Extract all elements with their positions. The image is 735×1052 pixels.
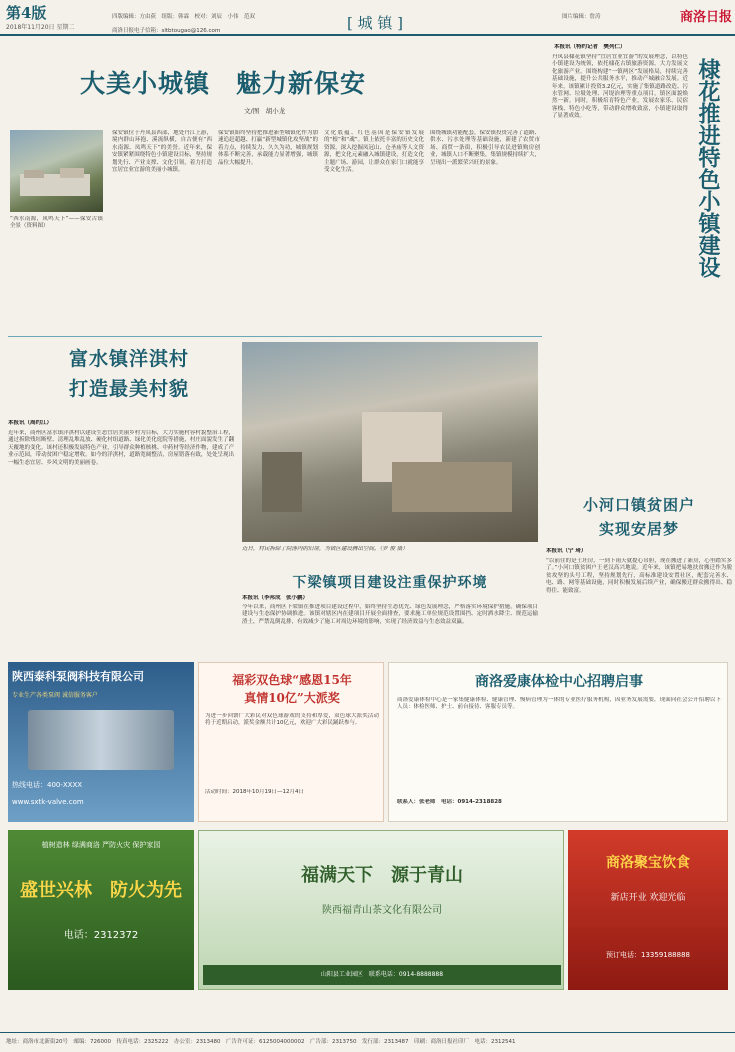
lead-article bbox=[8, 60, 542, 330]
feature-article bbox=[540, 44, 732, 484]
village-article bbox=[8, 340, 236, 640]
demolition-caption: 近日，村民拆除了院落内的旧房，为镇区建设腾出空间。（罗 俊 摄） bbox=[242, 546, 408, 552]
demolition-title: 下梁镇项目建设注重保护环境 bbox=[292, 575, 488, 591]
issue-date: 2018年11月20日 星期二 bbox=[6, 24, 75, 31]
village-byline: 本报讯（周约江） bbox=[8, 420, 53, 426]
forestry-sub: 植树造林 绿满商洛 严防火灾 保护家园 bbox=[41, 841, 161, 849]
lead-col-3: 文化底蕴、红色基因是保安镇发展的“根”和“魂”。镇上依托丰富的历史文化资源，深入挖掘凤冠山、仓圣庙等人文资源，把文化元素融入城镇建设，打造文化主题广场、游园，让群众在家门口就能享受文化生活。 bbox=[324, 130, 424, 174]
lottery-body: 为进一步回馈广大彩民对双色球游戏的支持和厚爱，双色球大派奖活动将于近期启动，派奖金额共计10亿元，欢迎广大彩民踊跃参与。 bbox=[205, 713, 379, 727]
footer-rule bbox=[0, 1032, 735, 1033]
hospital-contact: 联系人：张老师 电话：0914-2318828 bbox=[397, 799, 502, 805]
taike-title: 陕西泰科泵阀科技有限公司 bbox=[12, 670, 144, 683]
demolition-body: 今年以来，商州区下梁镇在推进项目建设过程中，始终坚持生态优先、绿色发展理念，严格落实环境保护措施，确保项目建设与生态保护协调推进。该镇对辖区内在建项目开展全面排查，要求施工单位规范设置围挡、定时洒水降尘、规范运输渣土，严禁乱倒乱排，有效减少了施工对周边环境的影响，实现了经济效益与生态效益双赢。 bbox=[242, 604, 538, 625]
email-line: 商洛日报电子信箱：sltbtougao@126.com bbox=[112, 28, 221, 34]
feature-byline: 本报讯（特约记者 樊列仁） bbox=[554, 44, 626, 50]
resettlement-title-1: 小河口镇贫困户 bbox=[582, 496, 695, 514]
lead-col-1: 保安镇位于丹凤县西部，地处丹江上游，境内群山环抱、溪流纵横，自古便有“西水南源、凤鸣天下”的美誉。近年来，保安镇紧紧围绕特色小镇建设目标，坚持规划先行、产业支撑、文化引领，着力打造宜居宜业宜游的美丽小城镇。 bbox=[112, 130, 212, 174]
forestry-title: 盛世兴林 防火为先 bbox=[20, 880, 182, 901]
lead-col-4: 围绕城镇功能配套，保安镇投资完善了道路、供水、污水处理等基础设施，新建了农贸市场、商贸一条街，积极引导农民进镇购房创业，城镇人口不断聚集，集镇规模持续扩大，呈现出一派繁荣兴旺的景象。 bbox=[430, 130, 540, 166]
feature-vertical-title: 棣花推进特色小镇建设 bbox=[695, 58, 721, 278]
demolition-byline: 本报讯（李邦成 张小鹏） bbox=[242, 595, 309, 601]
restaurant-title: 商洛聚宝饮食 bbox=[606, 855, 690, 871]
lead-title: 大美小城镇 魅力新保安 bbox=[80, 69, 367, 98]
demolition-photo bbox=[242, 342, 538, 542]
ad-hospital bbox=[388, 662, 728, 822]
resettlement-body: “以前住的是土坯房，一到下雨天就提心吊胆，现在搬进了新房，心里踏实多了。”小河口镇贫困户王老汉高兴地说。近年来，该镇把易地扶贫搬迁作为脱贫攻坚的头号工程，坚持规划先行，高标准建设安置社区，配套完善水、电、路、网等基础设施，同时积极发展后续产业，确保搬迁群众搬得出、稳得住、能致富。 bbox=[546, 558, 732, 594]
resettlement-article bbox=[546, 488, 732, 672]
lottery-title-2: 真情10亿”大派奖 bbox=[244, 691, 340, 705]
tea-title: 福满天下 源于青山 bbox=[301, 865, 463, 886]
village-title-2: 打造最美村貌 bbox=[68, 378, 189, 400]
photo-editor: 图片编辑：詹涛 bbox=[562, 14, 601, 20]
section-title: [ 城 镇 ] bbox=[346, 14, 403, 32]
taike-sub: 专业生产各类泵阀 诚信服务客户 bbox=[12, 692, 98, 699]
tea-addr: 山阳县工业园区 联系电话：0914-8888888 bbox=[203, 965, 561, 985]
town-photo bbox=[10, 130, 103, 212]
lead-col-2: 保安镇始终坚持把推进新型城镇化作为加速追赶超越、打赢“新型城镇化攻坚战”的着力点，持续发力、久久为功，城镇规划体系不断完善，承载能力显著增强，城镇品位大幅提升。 bbox=[218, 130, 318, 166]
forestry-tel: 电话：2312372 bbox=[63, 930, 139, 941]
editors-line: 四版编辑：方由荻 组版：韩霖 校对：刘辰 小伟 范双 bbox=[112, 14, 256, 20]
ad-taike bbox=[8, 662, 194, 822]
taike-product-image bbox=[28, 710, 174, 770]
masthead-rule bbox=[0, 34, 735, 36]
resettlement-byline: 本报讯（宁 琦） bbox=[546, 548, 587, 554]
tea-sub: 陕西福青山茶文化有限公司 bbox=[322, 905, 442, 916]
restaurant-sub: 新店开业 欢迎光临 bbox=[610, 893, 686, 903]
taike-hotline: 热线电话：400-XXXX bbox=[12, 781, 83, 789]
hospital-title: 商洛爱康体检中心招聘启事 bbox=[475, 674, 643, 690]
lottery-title-1: 福彩双色球“感恩15年 bbox=[232, 673, 352, 687]
photo-caption: “西水南源，凤鸣天下”——保安古镇全景（资料图） bbox=[10, 216, 103, 230]
village-body: 近年来，商州区富水镇洋淇村以建设生态宜居美丽乡村为目标，大力实施村容村貌整治工程，通过拆除残垣断壁、清理乱堆乱放、硬化村组道路、绿化美化庭院等措施，村庄面貌发生了翻天覆地的变化。该村还积极发展特色产业，引导群众种植核桃、中药材等经济作物，建成了产业示范园，带动贫困户稳定增收。如今的洋淇村，道路宽阔整洁，房屋错落有致，处处呈现出一幅生态宜居、乡风文明的美丽画卷。 bbox=[8, 430, 234, 466]
ad-lottery bbox=[198, 662, 384, 822]
ad-tea bbox=[198, 830, 564, 990]
divider bbox=[8, 336, 542, 337]
lead-byline: 文/图 胡小龙 bbox=[244, 107, 286, 115]
lottery-contact: 活动时间：2018年10月19日—12月4日 bbox=[205, 789, 304, 795]
feature-body: 丹凤县棣花镇坚持“宜居宜业宜游”的发展理念，以特色小镇建设为统领，依托棣花古镇旅游资源，大力发展文化旅游产业。围绕构建“一镇两区”发展格局，持续完善基础设施，提升公共服务水平，推动产城融合发展。近年来，该镇累计投资3.2亿元，实施了集镇道路改造、污水管网、垃圾处理、河堤治理等重点项目，镇区面貌焕然一新。同时，积极培育特色产业，发展农家乐、民宿客栈、特色小吃等，带动群众增收致富，小镇建设取得了显著成效。 bbox=[552, 54, 688, 120]
page-number: 第4版 bbox=[6, 4, 47, 22]
taike-website: www.sxtk-valve.com bbox=[12, 798, 84, 806]
footer: 地址：商洛市北新街20号 邮编：726000 传真电话：2325222 办公室：2313480 广告许可证：6125004000002 广告部：2313750 发行部：2313487 印刷：商洛日报社印厂 电话：2312541 bbox=[6, 1039, 516, 1045]
newspaper-logo: 商洛日报 bbox=[679, 10, 732, 25]
masthead bbox=[0, 0, 735, 36]
demolition-article bbox=[242, 340, 540, 650]
hospital-body: 商洛爱康体检中心是一家集健康体检、健康管理、慢病管理为一体的专业医疗服务机构，因业务发展需要，现面向社会公开招聘以下人员：体检医师、护士、前台接待、客服专员等。 bbox=[397, 697, 721, 711]
resettlement-title-2: 实现安居梦 bbox=[598, 520, 679, 538]
ad-forestry bbox=[8, 830, 194, 990]
village-title-1: 富水镇洋淇村 bbox=[68, 348, 189, 370]
ad-restaurant bbox=[568, 830, 728, 990]
restaurant-tel: 预订电话：13359188888 bbox=[606, 951, 690, 959]
